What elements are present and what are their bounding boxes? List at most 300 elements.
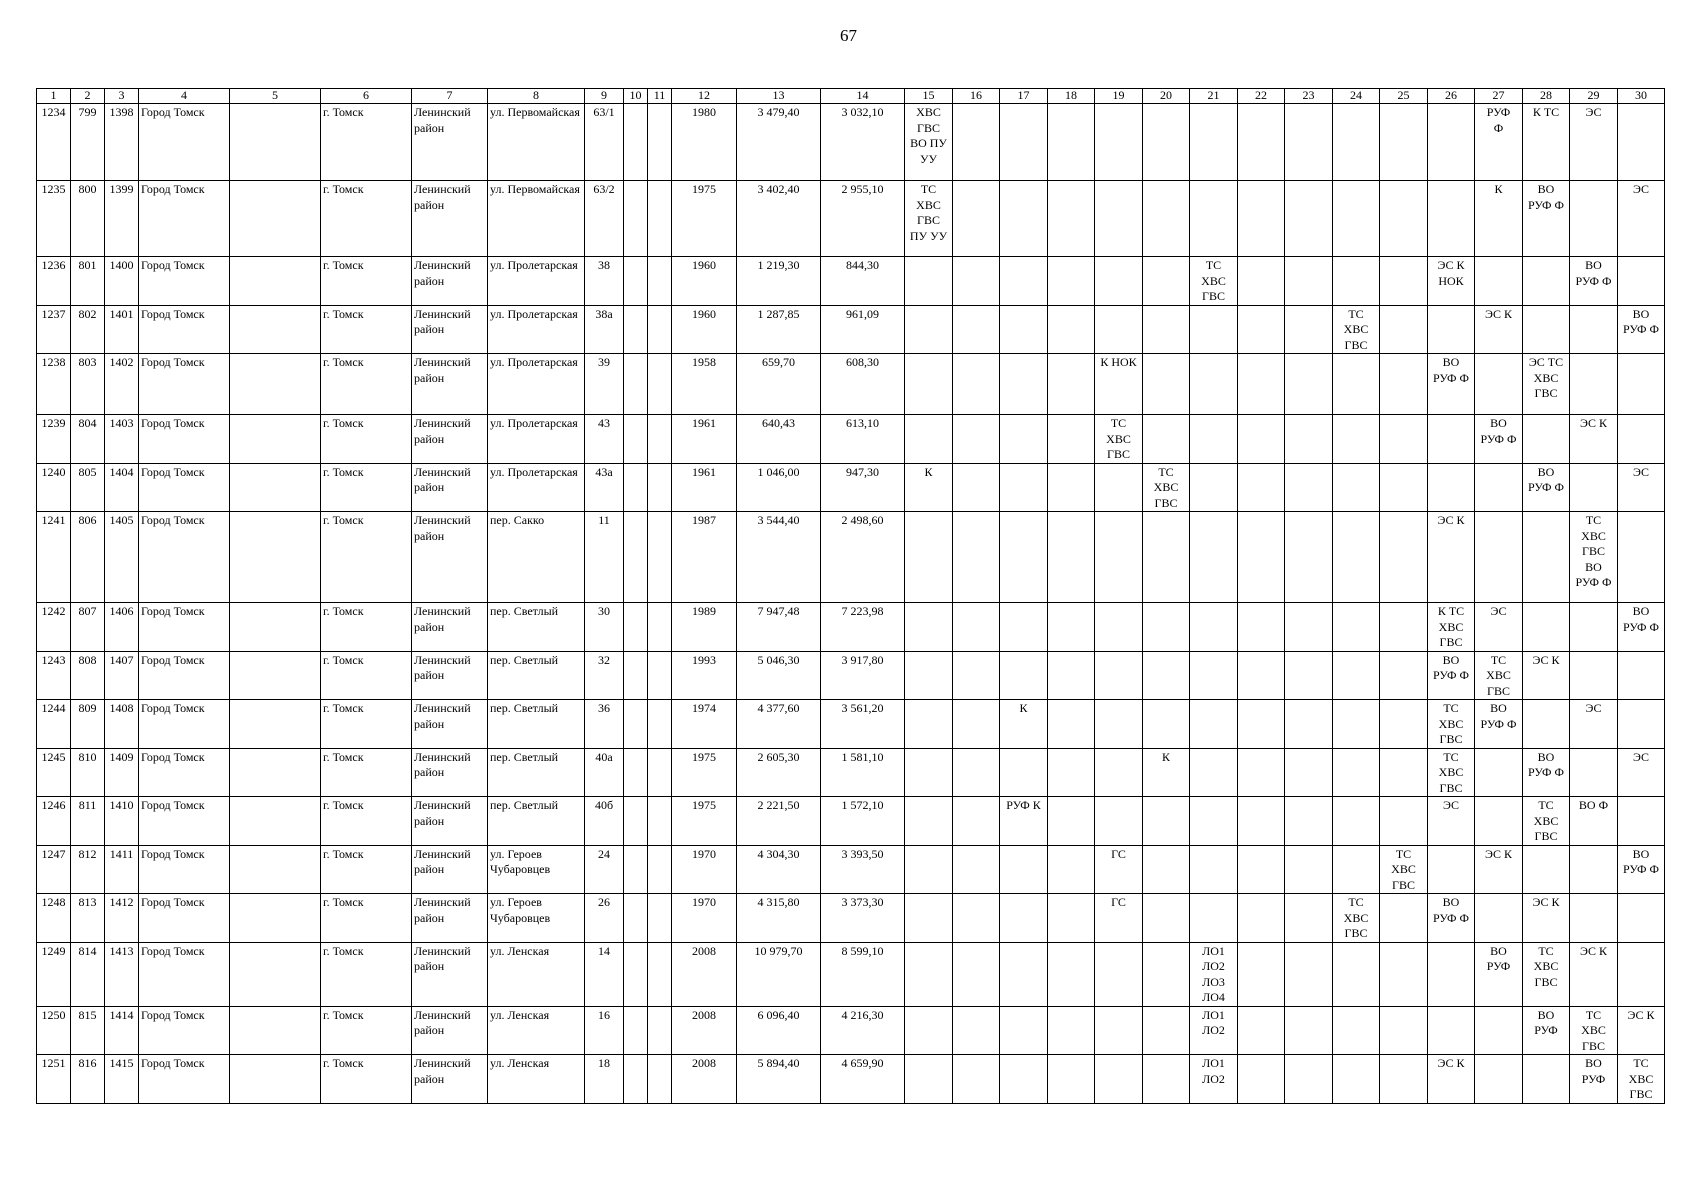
city-cell: г. Томск [321,700,412,749]
city-cell: г. Томск [321,463,412,512]
service-code: ХВС [1628,1071,1654,1086]
record-id-cell: 1409 [105,748,139,797]
register-number-cell: 804 [71,415,105,464]
service-code-cell-29 [1570,797,1618,846]
service-code-cell-23 [1285,894,1333,943]
service-code: РУФ Ф [1433,668,1469,682]
service-code-cell-20 [1143,104,1190,181]
row-number-cell: 1237 [37,305,71,354]
living-area-cell: 3 393,50 [821,845,905,894]
house-number-cell: 40б [585,797,624,846]
col-11-cell [648,104,672,181]
living-area-cell: 608,30 [821,354,905,415]
construction-year-cell: 2008 [672,942,737,1006]
service-code-cell-24 [1333,463,1380,512]
service-code: ВО [1632,604,1650,618]
district-cell: Ленинский район [412,942,488,1006]
service-code: ТС [1205,258,1222,272]
service-code-cell-28 [1523,354,1570,415]
record-id-cell: 1413 [105,942,139,1006]
service-code-cell-17 [1000,797,1048,846]
service-code-cell-15 [905,415,953,464]
service-code-cell-20 [1143,894,1190,943]
house-number-cell: 40а [585,748,624,797]
living-area-cell: 3 917,80 [821,651,905,700]
service-code-cell-27 [1475,748,1523,797]
service-code-cell-20 [1143,305,1190,354]
service-code-cell-20 [1143,748,1190,797]
service-code-cell-23 [1285,257,1333,306]
service-code: ВО [1632,306,1650,321]
house-number-cell: 38а [585,305,624,354]
service-code-cell-23 [1285,603,1333,652]
settlement-cell [230,894,321,943]
service-code: ВО [1442,355,1460,369]
service-code: ХВС [1438,765,1464,779]
city-cell: г. Томск [321,354,412,415]
service-code-cell-19 [1095,257,1143,306]
house-number-cell: 11 [585,512,624,603]
service-code-cell-26 [1428,1006,1475,1055]
service-code-cell-18 [1048,603,1095,652]
service-code: ХВС [1581,1023,1606,1037]
settlement-cell [230,415,321,464]
municipality-cell: Город Томск [139,104,230,181]
col-10-cell [624,1006,648,1055]
service-code: ГВС [1439,780,1463,795]
street-cell: пер. Светлый [488,700,585,749]
col-11-cell [648,415,672,464]
house-number-cell: 14 [585,942,624,1006]
service-code: ТС [1538,943,1554,958]
service-code-cell-17 [1000,104,1048,181]
municipality-cell: Город Томск [139,845,230,894]
service-code: ПУ УУ [909,228,948,243]
construction-year-cell: 1989 [672,603,737,652]
district-cell: Ленинский район [412,415,488,464]
service-code-cell-22 [1238,257,1285,306]
municipality-cell: Город Томск [139,603,230,652]
row-number-cell: 1235 [37,181,71,257]
service-code: К [1019,701,1028,715]
service-code-cell-29 [1570,257,1618,306]
column-header-30: 30 [1618,89,1665,104]
table-row [37,104,1665,181]
district-cell: Ленинский район [412,463,488,512]
service-code-cell-17 [1000,1006,1048,1055]
service-code-cell-16 [953,603,1000,652]
street-cell: ул. Пролетарская [488,257,585,306]
service-code: НОК [1438,273,1464,288]
house-number-cell: 36 [585,700,624,749]
service-code-cell-21 [1190,1055,1238,1104]
service-code-cell-25 [1380,305,1428,354]
service-code-cell-16 [953,257,1000,306]
service-code: ТС [1443,749,1459,764]
record-id-cell: 1405 [105,512,139,603]
column-header-11: 11 [648,89,672,104]
district-cell: Ленинский район [412,700,488,749]
service-code-cell-27 [1475,104,1523,181]
service-code: К НОК [1100,355,1137,369]
service-code: ГВС [1439,732,1463,746]
service-code-cell-25 [1380,181,1428,257]
service-code: ВО [1442,895,1460,909]
service-code-cell-19 [1095,942,1143,1006]
construction-year-cell: 1975 [672,797,737,846]
service-code: РУФ [1486,105,1511,119]
col-11-cell [648,651,672,700]
service-code-cell-19 [1095,305,1143,354]
service-code-cell-30 [1618,1006,1665,1055]
service-code-cell-18 [1048,700,1095,749]
column-header-6: 6 [321,89,412,104]
service-code: ГВС [1392,877,1415,892]
service-code-cell-21 [1190,603,1238,652]
house-number-cell: 39 [585,354,624,415]
service-code-cell-16 [953,797,1000,846]
service-code: ТС [1490,652,1507,667]
city-cell: г. Томск [321,748,412,797]
service-code: ЭС ТС [1528,355,1564,369]
col-10-cell [624,651,648,700]
total-area-cell: 2 221,50 [737,797,821,846]
service-code: ЭС К [1437,513,1465,527]
service-code: ЭС [1633,182,1649,196]
municipality-cell: Город Томск [139,1055,230,1104]
table-row [37,700,1665,749]
service-code-cell-23 [1285,651,1333,700]
service-code-cell-21 [1190,797,1238,846]
register-number-cell: 808 [71,651,105,700]
service-code-cell-21 [1190,942,1238,1006]
record-id-cell: 1406 [105,603,139,652]
service-code-cell-15 [905,512,953,603]
service-code-cell-29 [1570,415,1618,464]
service-code: ВО [1442,652,1460,667]
service-code-cell-21 [1190,512,1238,603]
col-10-cell [624,415,648,464]
service-code-cell-21 [1190,104,1238,181]
service-code-cell-25 [1380,104,1428,181]
house-number-cell: 16 [585,1006,624,1055]
service-code: РУФ Ф [1433,370,1469,385]
register-number-cell: 813 [71,894,105,943]
record-id-cell: 1415 [105,1055,139,1104]
municipality-cell: Город Томск [139,651,230,700]
service-code-cell-17 [1000,942,1048,1006]
living-area-cell: 844,30 [821,257,905,306]
service-code-cell-28 [1523,463,1570,512]
row-number-cell: 1239 [37,415,71,464]
service-code-cell-29 [1570,1006,1618,1055]
service-code-cell-15 [905,700,953,749]
col-10-cell [624,700,648,749]
construction-year-cell: 1987 [672,512,737,603]
service-code: ГС [1111,846,1126,861]
service-code: К [924,464,933,479]
city-cell: г. Томск [321,603,412,652]
service-code: ГВС [917,120,940,135]
total-area-cell: 6 096,40 [737,1006,821,1055]
house-number-cell: 24 [585,845,624,894]
service-code-cell-18 [1048,415,1095,464]
city-cell: г. Томск [321,415,412,464]
service-code-cell-25 [1380,354,1428,415]
service-code-cell-23 [1285,942,1333,1006]
service-code-cell-17 [1000,651,1048,700]
service-code: ХВС [1533,370,1559,385]
street-cell: пер. Светлый [488,603,585,652]
register-number-cell: 809 [71,700,105,749]
service-code-cell-27 [1475,700,1523,749]
service-code-cell-19 [1095,512,1143,603]
service-code-cell-25 [1380,463,1428,512]
service-code: ГВС [1202,289,1225,303]
col-11-cell [648,942,672,1006]
service-code-cell-19 [1095,651,1143,700]
construction-year-cell: 1975 [672,181,737,257]
service-code-cell-22 [1238,797,1285,846]
table-row [37,797,1665,846]
service-code-cell-26 [1428,305,1475,354]
service-code-cell-15 [905,104,953,181]
city-cell: г. Томск [321,181,412,257]
service-code-cell-26 [1428,845,1475,894]
city-cell: г. Томск [321,512,412,603]
service-code: ЛО4 [1202,990,1225,1004]
service-code-cell-25 [1380,700,1428,749]
record-id-cell: 1403 [105,415,139,464]
col-10-cell [624,181,648,257]
service-code-cell-20 [1143,603,1190,652]
col-10-cell [624,603,648,652]
service-code: ВО [1537,464,1555,479]
service-code-cell-17 [1000,748,1048,797]
service-code-cell-29 [1570,354,1618,415]
service-code-cell-30 [1618,415,1665,464]
total-area-cell: 4 315,80 [737,894,821,943]
total-area-cell: 3 544,40 [737,512,821,603]
table-row [37,894,1665,943]
service-code-cell-19 [1095,1055,1143,1104]
service-code-cell-21 [1190,845,1238,894]
service-code-cell-25 [1380,603,1428,652]
service-code-cell-15 [905,797,953,846]
service-code-cell-27 [1475,305,1523,354]
service-code-cell-25 [1380,894,1428,943]
service-code-cell-20 [1143,354,1190,415]
service-code-cell-21 [1190,305,1238,354]
service-code: ГВС [1487,683,1510,698]
district-cell: Ленинский район [412,305,488,354]
service-code-cell-19 [1095,1006,1143,1055]
service-code-cell-28 [1523,305,1570,354]
settlement-cell [230,354,321,415]
settlement-cell [230,651,321,700]
col-11-cell [648,463,672,512]
col-10-cell [624,257,648,306]
service-code-cell-17 [1000,845,1048,894]
service-code-cell-18 [1048,797,1095,846]
service-code: ТС [1538,798,1554,812]
total-area-cell: 7 947,48 [737,603,821,652]
service-code: ТС [1585,1007,1602,1022]
service-code-cell-19 [1095,415,1143,464]
service-code: К [1161,749,1170,764]
total-area-cell: 3 479,40 [737,104,821,181]
total-area-cell: 3 402,40 [737,181,821,257]
table-row [37,1055,1665,1104]
municipality-cell: Город Томск [139,415,230,464]
service-code: РУФ Ф [1623,862,1659,876]
service-code-cell-19 [1095,797,1143,846]
service-code-cell-23 [1285,181,1333,257]
district-cell: Ленинский район [412,257,488,306]
column-header-1: 1 [37,89,71,104]
living-area-cell: 4 659,90 [821,1055,905,1104]
column-number-header-row [37,89,1665,104]
service-code-cell-25 [1380,748,1428,797]
municipality-cell: Город Томск [139,942,230,1006]
service-code: ГВС [1534,386,1558,400]
settlement-cell [230,181,321,257]
register-number-cell: 810 [71,748,105,797]
col-11-cell [648,512,672,603]
column-header-19: 19 [1095,89,1143,104]
service-code: ГВС [1107,447,1130,461]
col-10-cell [624,463,648,512]
service-code: ЭС [1443,798,1459,812]
service-code: К ТС [1532,105,1560,119]
service-code: ЛО3 [1202,974,1225,989]
column-header-24: 24 [1333,89,1380,104]
service-code-cell-25 [1380,1006,1428,1055]
street-cell: ул. Пролетарская [488,415,585,464]
service-code: РУФ [1486,959,1511,973]
service-code-cell-17 [1000,700,1048,749]
service-code-cell-20 [1143,512,1190,603]
service-code-cell-28 [1523,104,1570,181]
service-code: РУФ К [1006,798,1041,812]
service-code-cell-15 [905,257,953,306]
settlement-cell [230,512,321,603]
service-code-cell-18 [1048,845,1095,894]
service-code: ВО [1537,1007,1555,1022]
service-code-cell-18 [1048,181,1095,257]
service-code: ТС [1110,416,1127,430]
service-code: ГВС [917,213,940,227]
service-code-cell-27 [1475,354,1523,415]
service-code-cell-24 [1333,651,1380,700]
service-code-cell-27 [1475,415,1523,464]
service-code-cell-18 [1048,104,1095,181]
register-number-cell: 800 [71,181,105,257]
row-number-cell: 1244 [37,700,71,749]
service-code-cell-25 [1380,415,1428,464]
settlement-cell [230,1006,321,1055]
row-number-cell: 1243 [37,651,71,700]
municipality-cell: Город Томск [139,305,230,354]
service-code: РУФ Ф [1623,619,1659,634]
service-code-cell-26 [1428,700,1475,749]
column-header-29: 29 [1570,89,1618,104]
service-code-cell-17 [1000,894,1048,943]
record-id-cell: 1408 [105,700,139,749]
record-id-cell: 1411 [105,845,139,894]
service-code-cell-18 [1048,748,1095,797]
service-code: ЭС К [1532,895,1560,909]
col-11-cell [648,894,672,943]
service-code-cell-23 [1285,748,1333,797]
service-code-cell-18 [1048,1055,1095,1104]
service-code-cell-30 [1618,354,1665,415]
service-code-cell-18 [1048,354,1095,415]
service-code: ЭС К [1580,943,1607,958]
register-number-cell: 805 [71,463,105,512]
city-cell: г. Томск [321,797,412,846]
city-cell: г. Томск [321,257,412,306]
service-code-cell-20 [1143,700,1190,749]
service-code-cell-15 [905,1006,953,1055]
service-code-cell-22 [1238,700,1285,749]
living-area-cell: 3 373,30 [821,894,905,943]
service-code: ТС [1395,846,1412,861]
service-code: ВО [1632,846,1650,861]
settlement-cell [230,1055,321,1104]
column-header-21: 21 [1190,89,1238,104]
service-code-cell-21 [1190,181,1238,257]
service-code-cell-27 [1475,181,1523,257]
column-header-27: 27 [1475,89,1523,104]
register-number-cell: 807 [71,603,105,652]
service-code: РУФ Ф [1480,716,1517,731]
service-code-cell-17 [1000,257,1048,306]
construction-year-cell: 1958 [672,354,737,415]
service-code-cell-21 [1190,748,1238,797]
service-code-cell-15 [905,603,953,652]
service-code-cell-27 [1475,603,1523,652]
service-code: ХВС [1391,862,1416,876]
service-code-cell-19 [1095,748,1143,797]
column-header-16: 16 [953,89,1000,104]
service-code: РУФ Ф [1528,480,1564,494]
service-code-cell-24 [1333,354,1380,415]
service-code: ЛО1 [1202,943,1225,958]
service-code-cell-26 [1428,797,1475,846]
col-10-cell [624,512,648,603]
total-area-cell: 659,70 [737,354,821,415]
service-code: ВО [1585,1056,1602,1070]
service-code: ТС [1348,306,1364,321]
service-code: ЭС [1633,464,1649,479]
service-code: ВО [1490,416,1507,430]
street-cell: ул. Ленская [488,942,585,1006]
service-code-cell-23 [1285,305,1333,354]
register-number-cell: 803 [71,354,105,415]
service-code-cell-15 [905,463,953,512]
column-header-22: 22 [1238,89,1285,104]
service-code-cell-18 [1048,512,1095,603]
service-code: ЭС [1585,701,1602,715]
col-10-cell [624,894,648,943]
settlement-cell [230,748,321,797]
construction-year-cell: 1970 [672,894,737,943]
service-code: ХВС [1343,910,1369,925]
settlement-cell [230,845,321,894]
total-area-cell: 10 979,70 [737,942,821,1006]
table-row [37,305,1665,354]
